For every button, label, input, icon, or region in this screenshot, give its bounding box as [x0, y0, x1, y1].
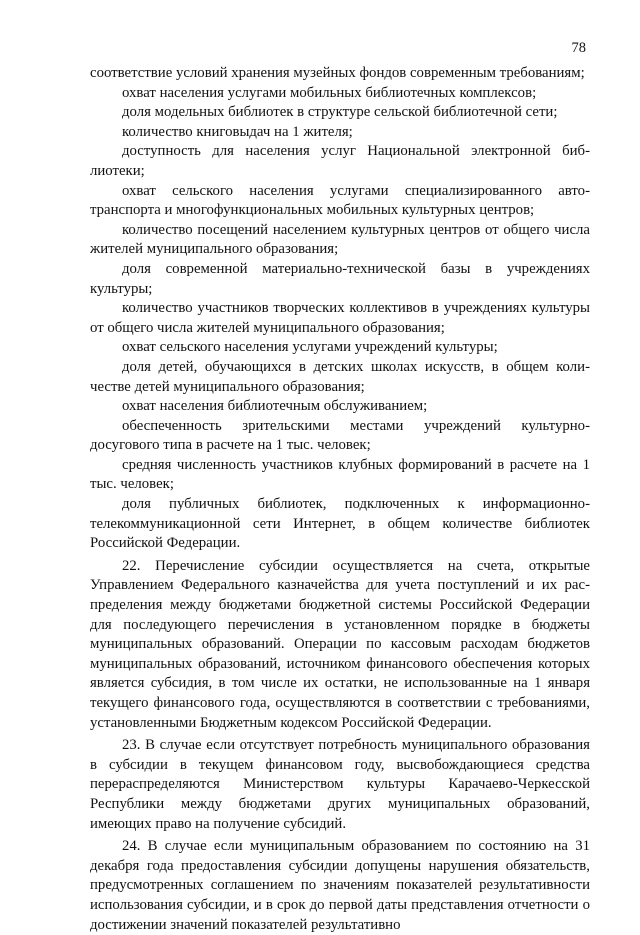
- paragraph-internet-libraries: доля публичных библиотек, подключенных к информационно-телекоммуникационной сети Интернет, в общем количестве библиотек Российской Федерации.: [90, 496, 590, 552]
- paragraph-rural-culture-coverage: охват сельского населения услугами учреждений культуры;: [122, 339, 498, 356]
- paragraph-model-libraries: доля модельных библиотек в структуре сельской библиотечной сети;: [122, 104, 558, 121]
- paragraph-clause-22: 22. Перечисление субсидии осуществляется на счета, открытые Управлением Федерального казначейства для учета поступлений и их распределения между бюджетами бюджетной системы Российской Федерации для последующего перечисления в установленном порядке в бюджеты муниципальных образований. Операции по кассовым расходам бюджетов муниципальных образований, источником финансового обеспечения которых является субсидия, в том числе их остатки, не использованные на 1 января текущего финансового года, осуществляются в соответствии с требованиями, установленными Бюджетным кодексом Российской Федерации.: [90, 557, 590, 731]
- paragraph-clause-23: 23. В случае если отсутствует потребность муниципального образования в субсидии в текущем финансовом году, высвобождающиеся средства перераспределяются Министерством культуры Карачаево-Черкесской Республики между бюджетами других муниципальных образований, имеющих право на получение субсидий.: [90, 737, 590, 832]
- document-body: [90, 64, 590, 935]
- paragraph-culture-center-visits: количество посещений населением культурных центров от общего числа жителей муниципального образования;: [90, 221, 590, 258]
- paragraph-art-schools: доля детей, обучающихся в детских школах искусств, в общем количестве детей муниципального образования;: [90, 358, 590, 395]
- paragraph-club-members: средняя численность участников клубных формирований в расчете на 1 тыс. человек;: [90, 456, 590, 493]
- paragraph-material-base: доля современной материально-технической базы в учреждениях культуры;: [90, 260, 590, 297]
- paragraph-creative-participants: количество участников творческих коллективов в учреждениях культуры от общего числа жителей муниципального образования;: [90, 300, 590, 336]
- paragraph-seating: обеспеченность зрительскими местами учреждений культурно-досугового типа в расчете на 1 тыс. человек;: [90, 417, 590, 454]
- paragraph-national-e-library: доступность для населения услуг Национальной электронной библиотеки;: [90, 143, 590, 179]
- paragraph-library-coverage: охват населения библиотечным обслуживанием;: [122, 398, 428, 415]
- paragraph-book-loans: количество книговыдач на 1 жителя;: [122, 123, 353, 140]
- paragraph-museum-storage: соответствие условий хранения музейных фондов современным требованиям;: [90, 65, 585, 81]
- paragraph-mobile-library: охват населения услугами мобильных библиотечных комплексов;: [122, 84, 537, 101]
- paragraph-rural-autotransport: охват сельского населения услугами специализированного автотранспорта и многофункциональных мобильных культурных центров;: [90, 182, 590, 219]
- paragraph-clause-24: 24. В случае если муниципальным образованием по состоянию на 31 декабря года предоставления субсидии допущены нарушения обязательств, предусмотренных соглашением по значениям показателей результативности использования субсидии, и в срок до первой даты представления отчетности о достижении значений показателей результативно: [90, 838, 590, 933]
- page-number: 78: [571, 40, 586, 56]
